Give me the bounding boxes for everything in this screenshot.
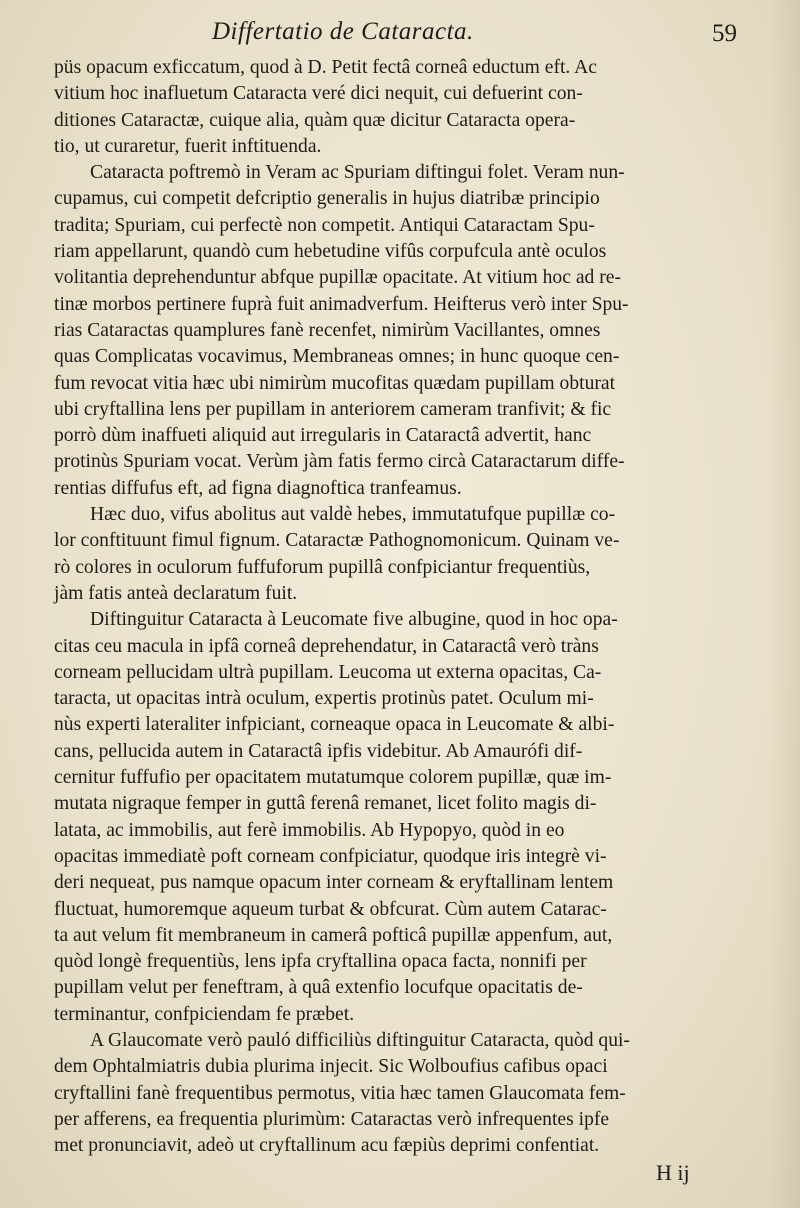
text-line: rò colores in oculorum fuffuforum pupillâ confpiciantur frequentiùs, <box>54 556 591 578</box>
signature-mark: H ij <box>656 1160 690 1185</box>
text-line: tio, ut curaretur, fuerit inftituenda. <box>54 135 322 157</box>
text-line: deri nequeat, pus namque opacum inter corneam & eryftallinam lentem <box>54 872 614 894</box>
text-line: nùs experti lateraliter infpiciant, corneaque opaca in Leucomate & albi- <box>54 714 615 736</box>
text-line: rentias diffufus eft, ad figna diagnoftica tranfeamus. <box>54 477 462 499</box>
text-line: pupillam velut per feneftram, à quâ extenfio locufque opacitatis de- <box>54 977 583 999</box>
text-line: corneam pellucidam ultrà pupillam. Leucoma ut externa opacitas, Ca- <box>54 661 602 683</box>
text-line: per afferens, ea frequentia plurimùm: Cataractas verò infrequentes ipfe <box>54 1108 610 1130</box>
text-line: citas ceu macula in ipfâ corneâ deprehendatur, in Cataractâ verò tràns <box>54 635 599 657</box>
text-line: Diftinguitur Cataracta à Leucomate five albugine, quod in hoc opa- <box>90 609 618 631</box>
text-line: volitantia deprehenduntur abfque pupillæ opacitate. At vitium hoc ad re- <box>54 267 621 289</box>
text-line: cupamus, cui competit defcriptio generalis in hujus diatribæ principio <box>54 188 600 210</box>
text-line: porrò dùm inaffueti aliquid aut irregularis in Cataractâ advertit, hanc <box>54 425 592 447</box>
text-line: opacitas immediatè poft corneam confpiciatur, quodque iris integrè vi- <box>54 845 607 867</box>
text-line: quas Complicatas vocavimus, Membraneas omnes; in hunc quoque cen- <box>54 346 620 368</box>
text-line: riam appellarunt, quandò cum hebetudine vifûs corpufcula antè oculos <box>54 241 607 263</box>
text-line: Hæc duo, vifus abolitus aut valdè hebes, immutatufque pupillæ co- <box>90 504 616 526</box>
text-line: quòd longè frequentiùs, lens ipfa cryftallina opaca facta, nonnifi per <box>54 951 587 973</box>
text-line: rias Cataractas quamplures fanè recenfet, nimirùm Vacillantes, omnes <box>54 319 601 341</box>
text-line: ta aut velum fit membraneum in camerâ pofticâ pupillæ appenfum, aut, <box>54 924 613 946</box>
page-header <box>0 12 800 52</box>
text-line: püs opacum exficcatum, quod à D. Petit fectâ corneâ eductum eft. Ac <box>54 57 597 78</box>
text-line: terminantur, confpiciendam fe præbet. <box>54 1003 355 1025</box>
text-line: taracta, ut opacitas intrà oculum, expertis protinùs patet. Oculum mi- <box>54 688 594 710</box>
text-line: cans, pellucida autem in Cataractâ ipfis videbitur. Ab Amaurófi dif- <box>54 740 583 762</box>
body-text <box>54 55 744 1159</box>
page-number: 59 <box>712 20 737 47</box>
text-line: fluctuat, humoremque aqueum turbat & obfcurat. Cùm autem Catarac- <box>54 898 607 920</box>
text-line: cernitur fuffufio per opacitatem mutatumque colorem pupillæ, quæ im- <box>54 767 612 789</box>
text-line: ditiones Cataractæ, cuique alia, quàm quæ dicitur Cataracta opera- <box>54 109 576 131</box>
text-line: latata, ac immobilis, aut ferè immobilis. Ab Hypopyo, quòd in eo <box>54 819 565 841</box>
text-line: cryftallini fanè frequentibus permotus, vitia hæc tamen Glaucomata fem- <box>54 1082 626 1104</box>
text-line: fum revocat vitia hæc ubi nimirùm mucofitas quædam pupillam obturat <box>54 372 616 394</box>
text-line: ubi cryftallina lens per pupillam in anteriorem cameram tranfivit; & fic <box>54 398 612 420</box>
text-line: mutata nigraque femper in guttâ ferenâ remanet, licet folito magis di- <box>54 793 597 815</box>
text-line: jàm fatis anteà declaratum fuit. <box>54 582 298 604</box>
text-line: vitium hoc inafluetum Cataracta veré dici nequit, cui defuerint con- <box>54 83 583 105</box>
page-edge-shadow <box>770 0 800 1208</box>
text-line: tradita; Spuriam, cui perfectè non competit. Antiqui Cataractam Spu- <box>54 214 595 236</box>
text-line: lor conftituunt fimul fignum. Cataractæ Pathognomonicum. Quinam ve- <box>54 530 620 552</box>
text-line: dem Ophtalmiatris dubia plurima injecit. Sic Wolboufius cafibus opaci <box>54 1056 608 1078</box>
text-line: A Glaucomate verò pauló difficiliùs diftinguitur Cataracta, quòd qui- <box>90 1029 630 1051</box>
text-line: protinùs Spuriam vocat. Verùm jàm fatis fermo circà Cataractarum diffe- <box>54 451 625 473</box>
text-line: met pronunciavit, adeò ut cryftallinum acu fæpiùs deprimi confentiat. <box>54 1135 600 1157</box>
running-title: Differtatio de Cataracta. <box>212 18 474 45</box>
text-line: tinæ morbos pertinere fuprà fuit animadverfum. Heifterus verò inter Spu- <box>54 293 629 315</box>
text-line: Cataracta poftremò in Veram ac Spuriam diftingui folet. Veram nun- <box>90 162 625 184</box>
